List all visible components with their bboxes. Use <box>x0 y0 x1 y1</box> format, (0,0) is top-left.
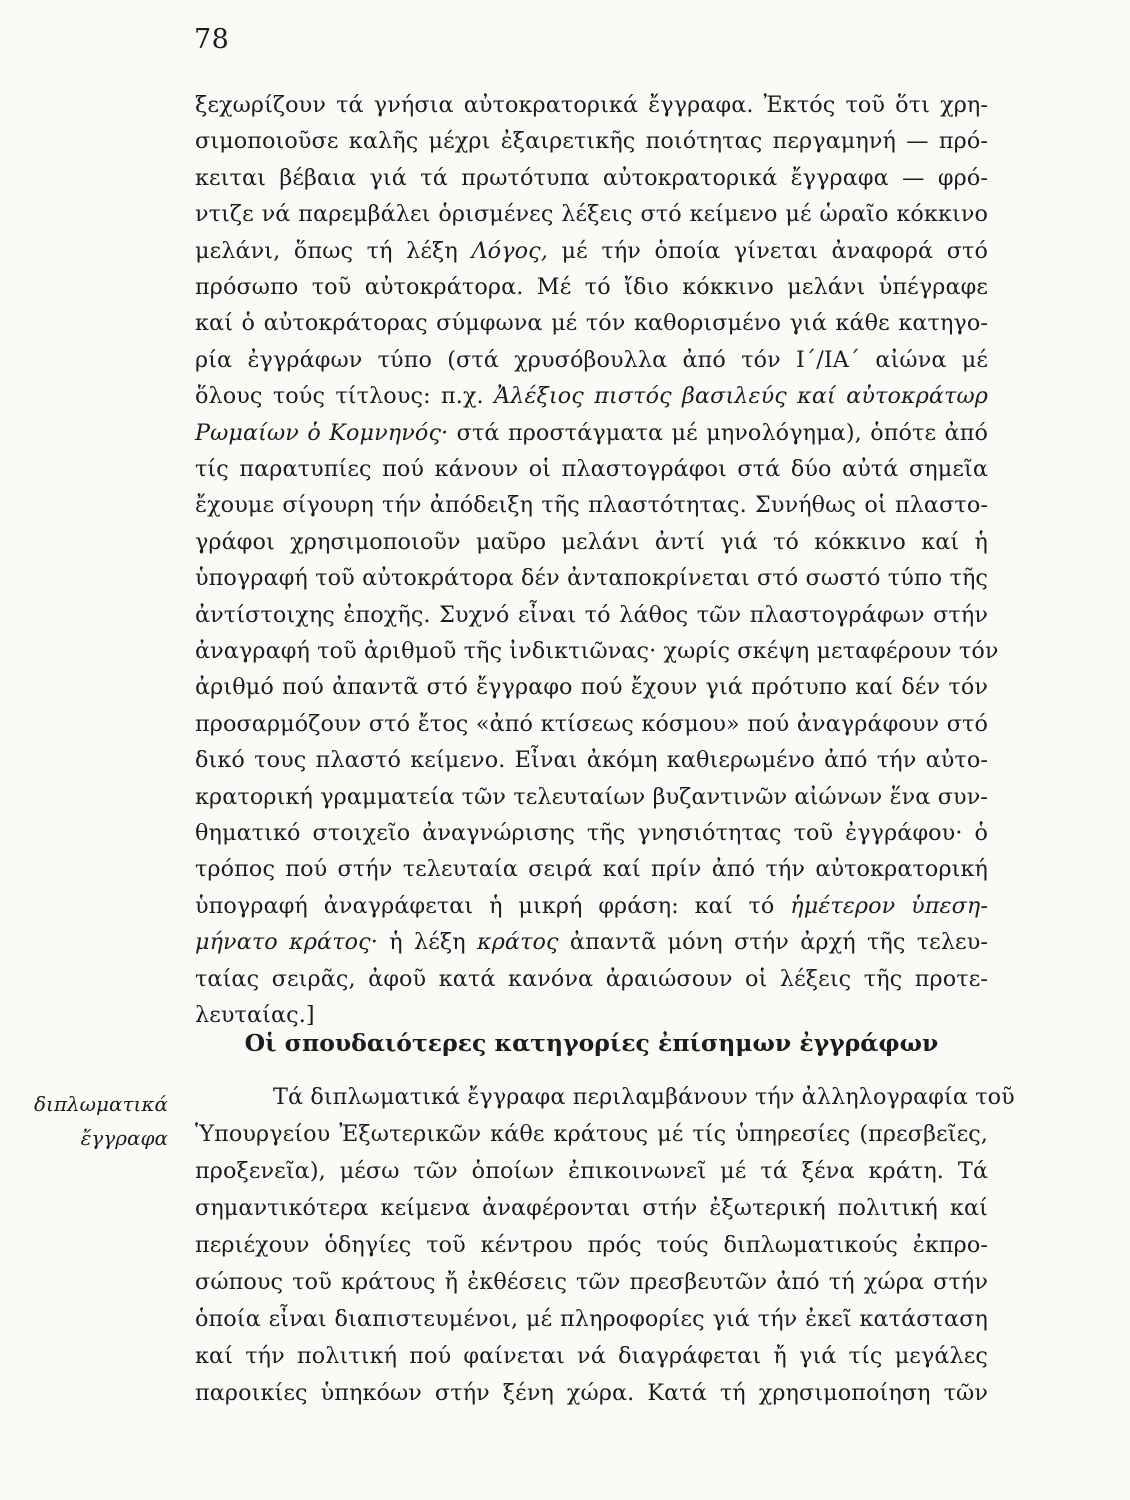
text-run: ρία ἐγγράφων τύπο (στά χρυσόβουλλα ἀπό τόν Ι΄/ΙΑ΄ αἰώνα μέ <box>195 346 988 373</box>
italic-text: μήνατο κράτος· <box>195 929 378 956</box>
text-line <box>195 270 988 304</box>
text-run: στά προστάγματα μέ μηνολόγημα), ὁπότε ἀπό <box>448 419 988 446</box>
text-line <box>195 634 999 668</box>
text-run: Τά διπλωματικά ἔγγραφα περιλαμβάνουν τήν ἀλληλογραφία τοῦ <box>273 1084 1015 1110</box>
text-line <box>195 1154 988 1188</box>
text-line <box>195 343 988 377</box>
text-line <box>195 780 988 814</box>
text-line <box>195 379 988 413</box>
text-line <box>195 1339 988 1373</box>
text-line <box>195 1302 988 1336</box>
text-run: ταίας σειρᾶς, ἀφοῦ κατά κανόνα ἀραιώσουν οἱ λέξεις τῆς προτε- <box>195 965 988 992</box>
text-run: ξεχωρίζουν τά γνήσια αὐτοκρατορικά ἔγγραφα. Ἐκτός τοῦ ὅτι χρη- <box>195 92 988 118</box>
text-run: ἀντίστοιχης ἐποχῆς. Συχνό εἶναι τό λάθος τῶν πλαστογράφων στήν <box>195 601 988 628</box>
text-run: δικό τους πλαστό κείμενο. Εἶναι ἀκόμη καθιερωμένο ἀπό τήν αὐτο- <box>195 747 988 774</box>
text-run: ὑπογραφή ἀναγράφεται ἡ μικρή φράση: καί τό <box>195 892 791 919</box>
text-run: μελάνι, ὅπως τή λέξη <box>195 237 472 264</box>
text-run: ἡ λέξη <box>377 929 477 956</box>
text-run: προσαρμόζουν στό ἔτος «ἀπό κτίσεως κόσμου» πού ἀναγράφουν στό <box>195 710 988 737</box>
text-run: παροικίες ὑπηκόων στήν ξένη χώρα. Κατά τή χρησιμοποίηση τῶν <box>195 1380 988 1406</box>
text-run: περιέχουν ὁδηγίες τοῦ κέντρου πρός τούς διπλωματικούς ἐκπρο- <box>195 1232 988 1258</box>
italic-text: κράτος <box>477 929 559 956</box>
text-line <box>195 889 988 923</box>
text-line <box>195 124 988 158</box>
margin-note <box>8 1087 168 1155</box>
text-run: καί ὁ αὐτοκράτορας σύμφωνα μέ τόν καθορισμένο γιά κάθε κατηγο- <box>195 310 988 337</box>
text-line <box>195 161 988 195</box>
text-run: Ὑπουργείου Ἐξωτερικῶν κάθε κράτους μέ τίς ὑπηρεσίες (πρεσβεῖες, <box>195 1121 988 1147</box>
text-run: ὑπογραφή τοῦ αὐτοκράτορα δέν ἀνταποκρίνεται στό σωστό τύπο τῆς <box>195 565 988 592</box>
text-run: ντιζε νά παρεμβάλει ὁρισμένες λέξεις στό κείμενο μέ ὡραῖο κόκκινο <box>195 201 988 228</box>
text-line <box>195 197 988 231</box>
text-run: καί τήν πολιτική πού φαίνεται νά διαγράφεται ἤ γιά τίς μεγάλες <box>195 1343 988 1369</box>
italic-text: Ἀλέξιος πιστός βασιλεύς καί αὐτοκράτωρ <box>494 383 988 410</box>
text-line <box>195 306 988 340</box>
text-line <box>195 816 988 850</box>
text-run: προξενεῖα), μέσω τῶν ὁποίων ἐπικοινωνεῖ μέ τά ξένα κράτη. Τά <box>195 1158 988 1184</box>
text-run: κειται βέβαια γιά τά πρωτότυπα αὐτοκρατορικά ἔγγραφα — φρό- <box>195 164 988 191</box>
text-line <box>273 1080 1015 1114</box>
text-line <box>195 525 988 559</box>
text-line <box>195 488 988 522</box>
text-line <box>195 743 988 777</box>
text-run: ἀριθμό πού ἀπαντᾶ στό ἔγγραφο πού ἔχουν γιά πρότυπο καί δέν τόν <box>195 674 988 701</box>
text-line <box>195 561 988 595</box>
text-run: τρόπος πού στήν τελευταία σειρά καί πρίν ἀπό τήν αὐτοκρατορική <box>195 856 988 883</box>
text-run: πρόσωπο τοῦ αὐτοκράτορα. Μέ τό ἴδιο κόκκινο μελάνι ὑπέγραφε <box>195 274 988 300</box>
text-run: τίς παρατυπίες πού κάνουν οἱ πλαστογράφοι στά δύο αὐτά σημεῖα <box>195 456 988 482</box>
text-line <box>195 1376 988 1410</box>
italic-text: Λόγος, <box>471 237 548 264</box>
text-run: κρατορική γραμματεία τῶν τελευταίων βυζαντινῶν αἰώνων ἕνα συν- <box>195 783 988 810</box>
text-line <box>195 598 988 632</box>
text-line <box>195 707 988 741</box>
text-line <box>195 88 988 122</box>
text-line <box>195 1265 988 1299</box>
margin-note-line: διπλωματικά <box>33 1092 168 1116</box>
text-line <box>195 925 988 959</box>
text-line <box>195 1228 988 1262</box>
margin-note-line: ἔγγραφα <box>80 1126 168 1150</box>
page-number: 78 <box>194 24 230 55</box>
text-run: ἀπαντᾶ μόνη στήν ἀρχή τῆς τελευ- <box>558 929 988 956</box>
text-run: μέ τήν ὁποία γίνεται ἀναφορά στό <box>547 237 988 264</box>
text-line <box>195 234 988 268</box>
italic-text: Ρωμαίων ὁ Κομνηνός· <box>195 419 449 446</box>
italic-text: ἡμέτερον ὑπεση- <box>790 892 988 919</box>
text-line <box>195 1117 988 1151</box>
text-line <box>195 670 988 704</box>
section-heading: Οἱ σπουδαιότερες κατηγορίες ἐπίσημων ἐγγράφων <box>244 1029 939 1057</box>
text-line <box>195 452 988 486</box>
text-run: σημαντικότερα κείμενα ἀναφέρονται στήν ἐξωτερική πολιτική καί <box>195 1195 988 1221</box>
text-line <box>195 852 988 886</box>
text-line <box>195 962 988 996</box>
text-run: ὁποία εἶναι διαπιστευμένοι, μέ πληροφορίες γιά τήν ἐκεῖ κατάσταση <box>195 1306 988 1332</box>
text-run: ἀναγραφή τοῦ ἀριθμοῦ τῆς ἰνδικτιῶνας· χωρίς σκέψη μεταφέρουν τόν <box>195 638 999 664</box>
text-run: ἔχουμε σίγουρη τήν ἀπόδειξη τῆς πλαστότητας. Συνήθως οἱ πλαστο- <box>195 492 988 519</box>
text-run: λευταίας.] <box>195 1002 315 1028</box>
text-line <box>195 1191 988 1225</box>
text-run: γράφοι χρησιμοποιοῦν μαῦρο μελάνι ἀντί γιά τό κόκκινο καί ἡ <box>195 528 988 555</box>
text-run: θηματικό στοιχεῖο ἀναγνώρισης τῆς γνησιότητας τοῦ ἐγγράφου· ὁ <box>195 820 988 846</box>
text-run: σώπους τοῦ κράτους ἤ ἐκθέσεις τῶν πρεσβευτῶν ἀπό τή χώρα στήν <box>195 1269 988 1295</box>
text-run: σιμοποιοῦσε καλῆς μέχρι ἐξαιρετικῆς ποιότητας περγαμηνή — πρό- <box>195 128 988 155</box>
text-run: ὅλους τούς τίτλους: π.χ. <box>195 383 495 410</box>
text-line <box>195 416 988 450</box>
